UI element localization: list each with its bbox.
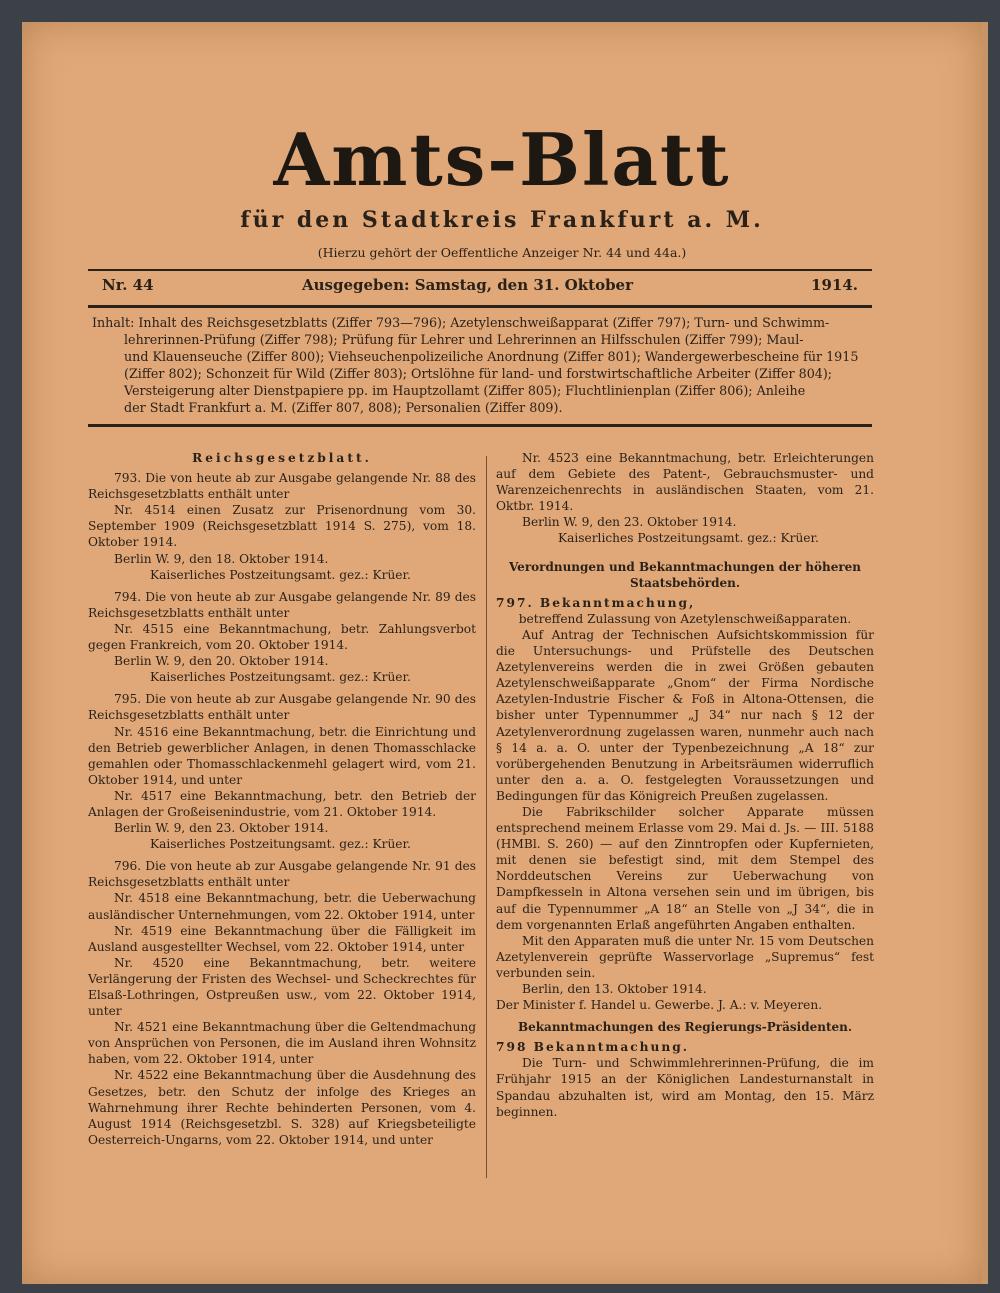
paragraph: Kaiserliches Postzeitungsamt. gez.: Krüer.	[150, 567, 411, 582]
contents-line: Inhalt: Inhalt des Reichsgesetzblatts (Ziffer 793—796); Azetylenschweißapparat (Ziffer 797); Turn- und Schwimm-	[92, 315, 830, 330]
paragraph: Kaiserliches Postzeitungsamt. gez.: Krüer.	[150, 837, 411, 852]
paragraph: Kaiserliches Postzeitungsamt. gez.: Krüer.	[558, 531, 819, 546]
paragraph: Nr. 4522 eine Bekanntmachung über die Ausdehnung des Gesetzes, betr. den Schutz der infolge des Krieges an Wahrnehmung ihrer Rechte behinderten Personen, vom 4. August 1914 (Reichsgesetzbl. S. 328) auf Kriegsbeteiligte Oesterreich-Ungarns, vom 22. Oktober 1914, und unter	[88, 1068, 476, 1147]
paragraph: Die Fabrikschilder solcher Apparate müssen entsprechend meinem Erlasse vom 29. Mai d. Js. — III. 5188 (HMBl. S. 260) — auf den Zinntropfen oder Kupfernieten, mit denen sie befestigt sind, mit dem Stempel des Norddeutschen Vereins zur Ueberwachung von Dampfkesseln in Altona versehen sein und im übrigen, bis auf die Typennummer „A 18“ an Stelle von „J 34“, die in dem vorgenannten Erlaß angeführten Angaben enthalten.	[496, 804, 874, 932]
paragraph: Nr. 4519 eine Bekanntmachung über die Fälligkeit im Ausland ausgestellter Wechsel, vom 22. Oktober 1914, unter	[88, 923, 476, 954]
left-column	[88, 450, 476, 1148]
contents-line: der Stadt Frankfurt a. M. (Ziffer 807, 808); Personalien (Ziffer 809).	[124, 400, 563, 415]
contents-line: und Klauenseuche (Ziffer 800); Viehseuchenpolizeiliche Anordnung (Ziffer 801); Wandergewerbescheine für 1915	[124, 349, 859, 364]
paragraph: 796. Die von heute ab zur Ausgabe gelangende Nr. 91 des Reichsgesetzblatts enthält unter	[88, 859, 476, 890]
paragraph: 794. Die von heute ab zur Ausgabe gelangende Nr. 89 des Reichsgesetzblatts enthält unter	[88, 589, 476, 620]
paragraph: Mit den Apparaten muß die unter Nr. 15 vom Deutschen Azetylenverein geprüfte Wasservorlage „Supremus“ fest verbunden sein.	[496, 933, 874, 980]
paragraph: Kaiserliches Postzeitungsamt. gez.: Krüer.	[150, 670, 411, 685]
right-column	[496, 450, 874, 1120]
paragraph: Berlin W. 9, den 18. Oktober 1914.	[114, 551, 329, 566]
paragraph: Nr. 4520 eine Bekanntmachung, betr. weitere Verlängerung der Fristen des Wechsel- und Scheckrechtes für Elsaß-Lothringen, Ostpreußen usw., vom 22. Oktober 1914, unter	[88, 955, 476, 1019]
paragraph: Auf Antrag der Technischen Aufsichtskommission für die Untersuchungs- und Prüfstelle des Deutschen Azetylenvereins werden die in zwei Größen gebauten Azetylenschweißapparate „Gnom“ der Firma Nordische Azetylen-Industrie Fischer & Foß in Altona-Ottensen, die bisher unter Typennummer „J 34“ nur nach § 12 der Azetylenverordnung zugelassen waren, nunmehr auch nach § 14 a. a. O. unter der Typenbezeichnung „A 18“ zur vorübergehenden Benutzung in Arbeitsräumen widerruflich unter den a. a. O. festgelegten Voraussetzungen und Bedingungen für das Königreich Preußen zugelassen.	[496, 627, 874, 803]
paragraph: Die Turn- und Schwimmlehrerinnen-Prüfung, die im Frühjahr 1915 an der Königlichen Landesturnanstalt in Spandau abzuhalten ist, wird am Montag, den 15. März beginnen.	[496, 1056, 874, 1119]
table-of-contents	[92, 314, 874, 416]
section-heading: 798 Bekanntmachung.	[496, 1040, 689, 1055]
section-heading: 797. Bekanntmachung,	[496, 595, 696, 610]
section-heading: Bekanntmachungen des Regierungs-Präsidenten.	[517, 1020, 853, 1035]
spacer	[496, 547, 874, 553]
paragraph: 793. Die von heute ab zur Ausgabe gelangende Nr. 88 des Reichsgesetzblatts enthält unter	[88, 471, 476, 502]
paragraph: 795. Die von heute ab zur Ausgabe gelangende Nr. 90 des Reichsgesetzblatts enthält unter	[88, 692, 476, 723]
column-divider	[486, 456, 487, 1178]
issue-number: Nr. 44	[102, 276, 154, 294]
paragraph: Der Minister f. Handel u. Gewerbe. J. A.: v. Meyeren.	[496, 998, 823, 1013]
paragraph: Nr. 4514 einen Zusatz zur Prisenordnung vom 30. September 1909 (Reichsgesetzblatt 1914 S. 275), vom 18. Oktober 1914.	[88, 503, 476, 550]
paragraph: betreffend Zulassung von Azetylenschweißapparaten.	[518, 611, 852, 626]
contents-line: Versteigerung alter Dienstpapiere pp. im Hauptzollamt (Ziffer 805); Fluchtlinienplan (Ziffer 806); Anleihe	[124, 383, 806, 398]
issue-rule	[88, 305, 872, 308]
masthead-subtitle: für den Stadtkreis Frankfurt a. M.	[240, 207, 764, 233]
paragraph: Berlin, den 13. Oktober 1914.	[522, 982, 707, 996]
paragraph: Berlin W. 9, den 23. Oktober 1914.	[114, 821, 329, 836]
paragraph: Nr. 4516 eine Bekanntmachung, betr. die Einrichtung und den Betrieb gewerblicher Anlagen, in denen Thomasschlacke gemahlen oder Thomasschlackenmehl gelagert wird, vom 21. Oktober 1914, und unter	[88, 724, 476, 787]
section-heading: Verordnungen und Bekanntmachungen der höheren Staatsbehörden.	[508, 559, 862, 590]
masthead-note: (Hierzu gehört der Oeffentliche Anzeiger Nr. 44 und 44a.)	[317, 245, 687, 260]
issue-line	[102, 276, 858, 298]
paragraph: Nr. 4521 eine Bekanntmachung über die Geltendmachung von Ansprüchen von Personen, die im Ausland ihren Wohnsitz haben, vom 22. Oktober 1914, unter	[88, 1020, 476, 1067]
masthead-title: Amts-Blatt	[273, 117, 731, 202]
paragraph: Nr. 4523 eine Bekanntmachung, betr. Erleichterungen auf dem Gebiete des Patent-, Gebrauchsmuster- und Warenzeichenrechts in ausländischen Staaten, vom 21. Oktbr. 1914.	[496, 451, 874, 514]
issue-year: 1914.	[811, 276, 858, 294]
paragraph: Nr. 4518 eine Bekanntmachung, betr. die Ueberwachung ausländischer Unternehmungen, vom 22. Oktober 1914, unter	[88, 891, 476, 922]
issue-date: Ausgegeben: Samstag, den 31. Oktober	[302, 276, 634, 294]
paragraph: Berlin W. 9, den 20. Oktober 1914.	[114, 654, 329, 669]
paragraph: Berlin W. 9, den 23. Oktober 1914.	[522, 515, 737, 530]
contents-rule	[88, 424, 872, 427]
section-heading: Reichsgesetzblatt.	[192, 451, 372, 465]
top-rule	[88, 269, 872, 271]
paragraph: Nr. 4517 eine Bekanntmachung, betr. den Betrieb der Anlagen der Großeisenindustrie, vom 21. Oktober 1914.	[88, 788, 476, 819]
contents-line: (Ziffer 802); Schonzeit für Wild (Ziffer 803); Ortslöhne für land- und forstwirtschaftliche Arbeiter (Ziffer 804);	[124, 366, 833, 381]
newspaper-page	[22, 22, 988, 1284]
contents-line: lehrerinnen-Prüfung (Ziffer 798); Prüfung für Lehrer und Lehrerinnen an Hilfsschulen (Ziffer 799); Maul-	[124, 332, 804, 347]
paragraph: Nr. 4515 eine Bekanntmachung, betr. Zahlungsverbot gegen Frankreich, vom 20. Oktober 1914.	[88, 621, 476, 653]
